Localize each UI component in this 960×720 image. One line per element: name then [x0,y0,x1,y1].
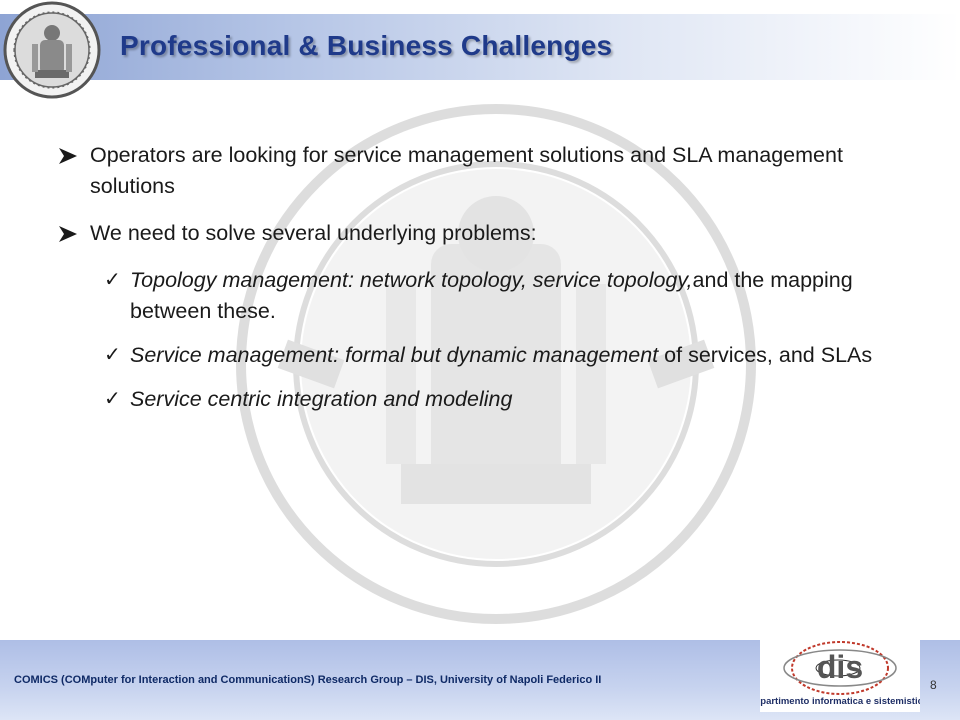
sub-item [104,384,878,415]
arrow-bullet-icon [58,225,78,243]
checkmark-icon: ✓ [104,269,121,291]
sub-item [104,340,878,371]
arrow-bullet-icon [58,147,78,165]
page-title: Professional & Business Challenges [120,30,613,61]
dis-logo [760,636,920,712]
checkmark-icon: ✓ [104,388,121,410]
bullet-item [58,218,878,249]
logo-text: dis [816,649,864,685]
sub-item-text: of services, and SLAs [658,343,873,367]
sub-item-italic-text: Topology management: network topology, service topology, [130,268,693,292]
sub-item [104,265,878,327]
checkmark-icon: ✓ [104,344,121,366]
sub-item-italic-text: Service management: formal but dynamic management [130,343,659,367]
bullet-text: We need to solve several underlying problems: [90,221,537,245]
sub-item-text: and the mapping between these. [130,268,853,323]
logo-subtitle: dipartimento informatica e sistemistica [760,696,920,707]
footer-text: COMICS (COMputer for Interaction and CommunicationS) Research Group – DIS, University of Napoli Federico II [14,674,602,686]
page-number: 8 [930,678,937,692]
bullet-text: Operators are looking for service management solutions and SLA management solutions [90,143,843,198]
university-seal-logo [2,0,102,100]
sub-item-italic-text: Service centric integration and modeling [130,387,513,411]
bullet-item [58,140,878,202]
slide-content [58,140,878,428]
dis-logo-icon [760,636,920,712]
